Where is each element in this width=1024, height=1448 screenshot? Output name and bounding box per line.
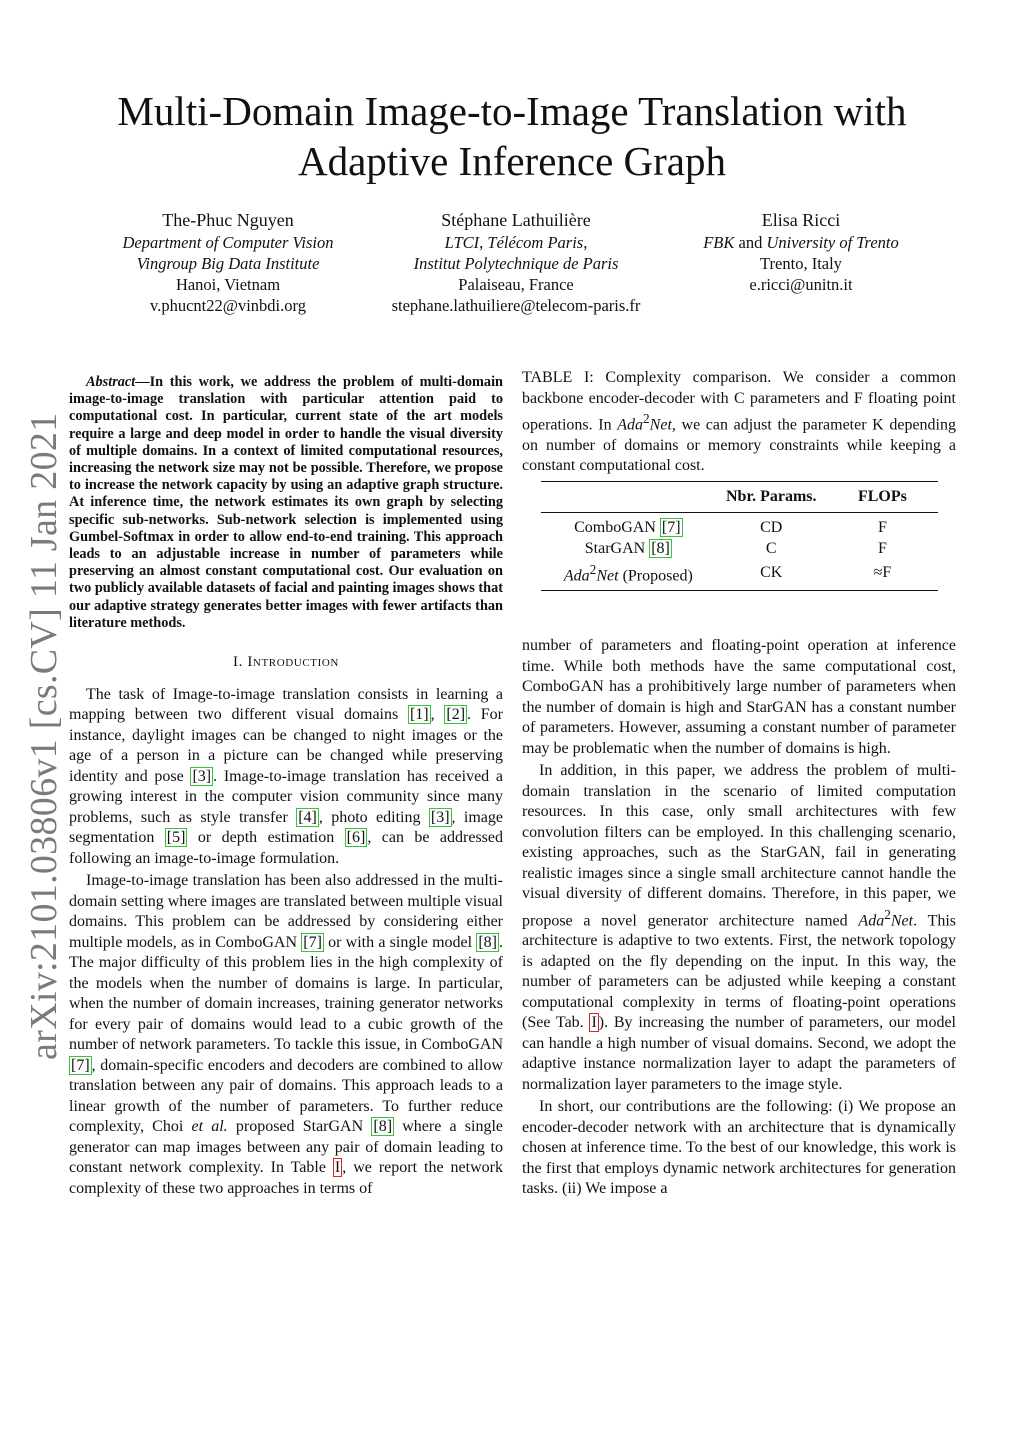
abstract-text: —In this work, we address the problem of multi-domain image-to-image translation with particular attention paid to computational cost. In particular, current state of the art models require a large and deep model in order to handle the visual diversity of multiple domains. In a context of limited computational resources, increasing the network size may not be possible. Therefore, we propose to increase the network capacity by using an adaptive graph structure. At inference time, the network estimates its own graph by selecting specific sub-networks. Sub-network selection is implemented using Gumbel-Softmax in order to allow end-to-end training. This approach leads to an adjustable increase in number of parameters while preserving an almost constant computational cost. Our evaluation on two publicly available datasets of facial and painting images shows that our adaptive strategy generates better images with fewer artifacts than literature methods. xyxy=(69,374,503,631)
text-run: Net xyxy=(890,911,914,929)
affiliation-part: and xyxy=(734,233,767,252)
author-block-2 xyxy=(366,208,666,316)
author-email: stephane.lathuiliere@telecom-paris.fr xyxy=(391,296,641,315)
citation-link[interactable]: [8] xyxy=(478,933,497,951)
arxiv-identifier: arXiv:2101.03806v1 [cs.CV] 11 Jan 2021 xyxy=(23,412,65,1060)
citation-link[interactable]: [7] xyxy=(71,1056,90,1074)
superscript: 2 xyxy=(643,411,650,426)
table-cell-flops: F xyxy=(877,540,887,557)
text-run: , can be addressed following an image-to-image formulation. xyxy=(69,829,504,867)
text-run: et al. xyxy=(191,1118,228,1136)
intro-paragraph-1 xyxy=(69,685,503,870)
author-location: Palaiseau, France xyxy=(458,275,574,294)
title-line-1: Multi-Domain Image-to-Image Translation with xyxy=(117,88,907,134)
citation-link[interactable]: [8] xyxy=(651,540,670,557)
method-name: Ada xyxy=(563,567,590,585)
text-run: , photo editing xyxy=(318,808,429,826)
intro-paragraph-2 xyxy=(69,871,503,1199)
author-location: Trento, Italy xyxy=(760,254,842,273)
author-affiliation: Vingroup Big Data Institute xyxy=(136,254,320,273)
table-header-row xyxy=(541,482,938,513)
text-run: , we can adjust the parameter K depending on number of domains or memory constraints while keeping a constant computational cost. xyxy=(522,416,956,475)
method-name: StarGAN xyxy=(584,540,650,557)
text-run: ). By increasing the number of parameters, our model can handle a high number of visual domains. Second, we adopt the adaptive instance normalization layer to adapt the parameters of normalization layer parameters to the image style. xyxy=(522,1014,956,1093)
citation-link[interactable]: [3] xyxy=(430,808,450,826)
table-cell-params: C xyxy=(765,540,777,557)
superscript: 2 xyxy=(589,562,597,577)
right-column xyxy=(522,636,956,1202)
citation-link[interactable]: [7] xyxy=(661,519,681,536)
right-paragraph-3: In short, our contributions are the following: (i) We propose an encoder-decoder network with an architecture that is dynamically chosen at inference time. To the best of our knowledge, this work is the first that employs dynamic network architectures for generation tasks. (ii) We impose a xyxy=(522,1098,956,1198)
superscript: 2 xyxy=(884,906,891,922)
text-run: . This architecture is adaptive to two extents. First, the network topology is adapted on the fly depending on the input. In this way, the number of parameters can be adjusted while keeping a constant computational complexity in terms of floating-point operations (See Tab. xyxy=(522,911,957,1032)
citation-link[interactable]: [8] xyxy=(373,1118,393,1136)
text-run: . The major difficulty of this problem lies in the high complexity of the models when the number of domains is large. In particular, when the number of domain increases, training generator networks for every pair of domains would lead to a cubic growth of the number of network parameters. To tackle this issue, in ComboGAN xyxy=(69,933,503,1054)
table-row xyxy=(541,513,938,539)
table-cell-flops: ≈F xyxy=(873,564,892,582)
affiliation-part: FBK xyxy=(703,233,735,252)
citation-link[interactable]: [7] xyxy=(303,933,322,951)
text-run: , xyxy=(430,706,445,724)
method-name: ComboGAN xyxy=(574,519,660,536)
table-row xyxy=(541,538,938,559)
abstract xyxy=(69,374,503,632)
author-affiliation: Institut Polytechnique de Paris xyxy=(413,254,619,273)
citation-link[interactable]: [5] xyxy=(166,829,186,847)
author-affiliation xyxy=(676,232,926,253)
left-column xyxy=(69,374,503,1201)
author-affiliation: LTCI, Télécom Paris, xyxy=(444,233,588,252)
author-email: e.ricci@unitn.it xyxy=(749,275,853,294)
author-name: Elisa Ricci xyxy=(761,210,841,230)
citation-link[interactable]: [3] xyxy=(192,767,212,785)
right-paragraph-1: number of parameters and floating-point operation at inference time. While both methods have the same computational cost, ComboGAN has a prohibitively large number of parameters when the number of domain is high and StarGAN has a constant number of parameters. However, assuming a constant number of parameter may be problematic when the number of domains is high. xyxy=(522,637,956,757)
right-paragraph-2 xyxy=(522,761,956,1095)
text-run: TABLE I: Complexity comparison. We consider a common backbone encoder-decoder with C parameters and F floating point operations. In xyxy=(522,369,956,434)
citation-link[interactable]: [6] xyxy=(346,829,366,847)
text-run: . For instance, daylight images can be changed to night images or the age of a person in a picture can be changed while preserving identity and pose xyxy=(69,706,503,785)
text-run: , domain-specific encoders and decoders are combined to allow translation between any pair of domains. This approach leads to a linear growth of the number of parameters. To further reduce complexity, Choi xyxy=(69,1056,503,1136)
citation-link[interactable]: [1] xyxy=(409,706,429,724)
text-run: Ada xyxy=(617,416,643,434)
table-cell-method xyxy=(541,538,716,559)
text-run: where a single generator can map images between any pair of domain leading to constant network complexity. In Table xyxy=(69,1118,504,1177)
text-run: proposed StarGAN xyxy=(227,1118,372,1136)
complexity-table xyxy=(541,481,938,591)
text-run: , we report the network complexity of these two approaches in terms of xyxy=(69,1159,503,1197)
citation-link[interactable]: [4] xyxy=(298,808,317,826)
text-run: or with a single model xyxy=(323,933,477,951)
text-run: Image-to-image translation has been also addressed in the multi-domain setting where images are translated between multiple visual domains. This problem can be addressed by considering either multiple models, as in ComboGAN xyxy=(69,872,503,951)
text-run: The task of Image-to-image translation consists in learning a mapping between two different visual domains xyxy=(69,685,503,724)
author-name: The-Phuc Nguyen xyxy=(162,210,294,230)
table-caption xyxy=(522,368,956,477)
author-block-3 xyxy=(676,208,926,295)
table-cell-method xyxy=(541,559,716,591)
table-link[interactable]: I xyxy=(591,1014,597,1032)
author-name: Stéphane Lathuilière xyxy=(441,210,591,230)
table-header-flops: FLOPs xyxy=(857,488,907,505)
table-cell-flops: F xyxy=(877,519,887,536)
abstract-lead: Abstract xyxy=(86,374,136,390)
complexity-table-wrapper xyxy=(541,481,938,591)
table-row xyxy=(541,559,938,591)
text-run: . Image-to-image translation has received a growing interest in the computer vision community since many problems, such as style transfer xyxy=(69,767,503,826)
author-affiliation: Department of Computer Vision xyxy=(122,233,334,252)
text-run: or depth estimation xyxy=(187,829,345,847)
author-block-1 xyxy=(88,208,368,316)
author-email: v.phucnt22@vinbdi.org xyxy=(150,296,306,315)
method-suffix: (Proposed) xyxy=(618,567,693,585)
paper-title xyxy=(0,86,1024,186)
text-run: Ada xyxy=(858,911,885,929)
table-header-method xyxy=(541,482,716,513)
text-run: , image segmentation xyxy=(69,808,504,847)
text-run: Net xyxy=(649,416,672,434)
section-heading-introduction: I. Introduction xyxy=(233,654,339,671)
title-line-2: Adaptive Inference Graph xyxy=(298,138,726,184)
citation-link[interactable]: [2] xyxy=(446,706,466,724)
table-cell-method xyxy=(541,513,716,539)
table-cell-params: CK xyxy=(760,564,783,582)
table-cell-params: CD xyxy=(760,519,783,536)
table-link[interactable]: I xyxy=(334,1159,341,1177)
affiliation-part: University of Trento xyxy=(766,233,899,252)
text-run: In addition, in this paper, we address the problem of multi-domain translation in the scenario of limited computation resources. In this case, only small architectures with few convolution filters can be employed. In this challenging scenario, existing approaches, such as the StarGAN, fail in generating realistic images since a single small architecture cannot handle the visual diversity of different domains. Therefore, in this paper, we propose a novel generator architecture named xyxy=(522,762,956,929)
method-name: Net xyxy=(596,567,619,585)
table-header-params: Nbr. Params. xyxy=(725,488,817,505)
author-location: Hanoi, Vietnam xyxy=(175,275,281,294)
